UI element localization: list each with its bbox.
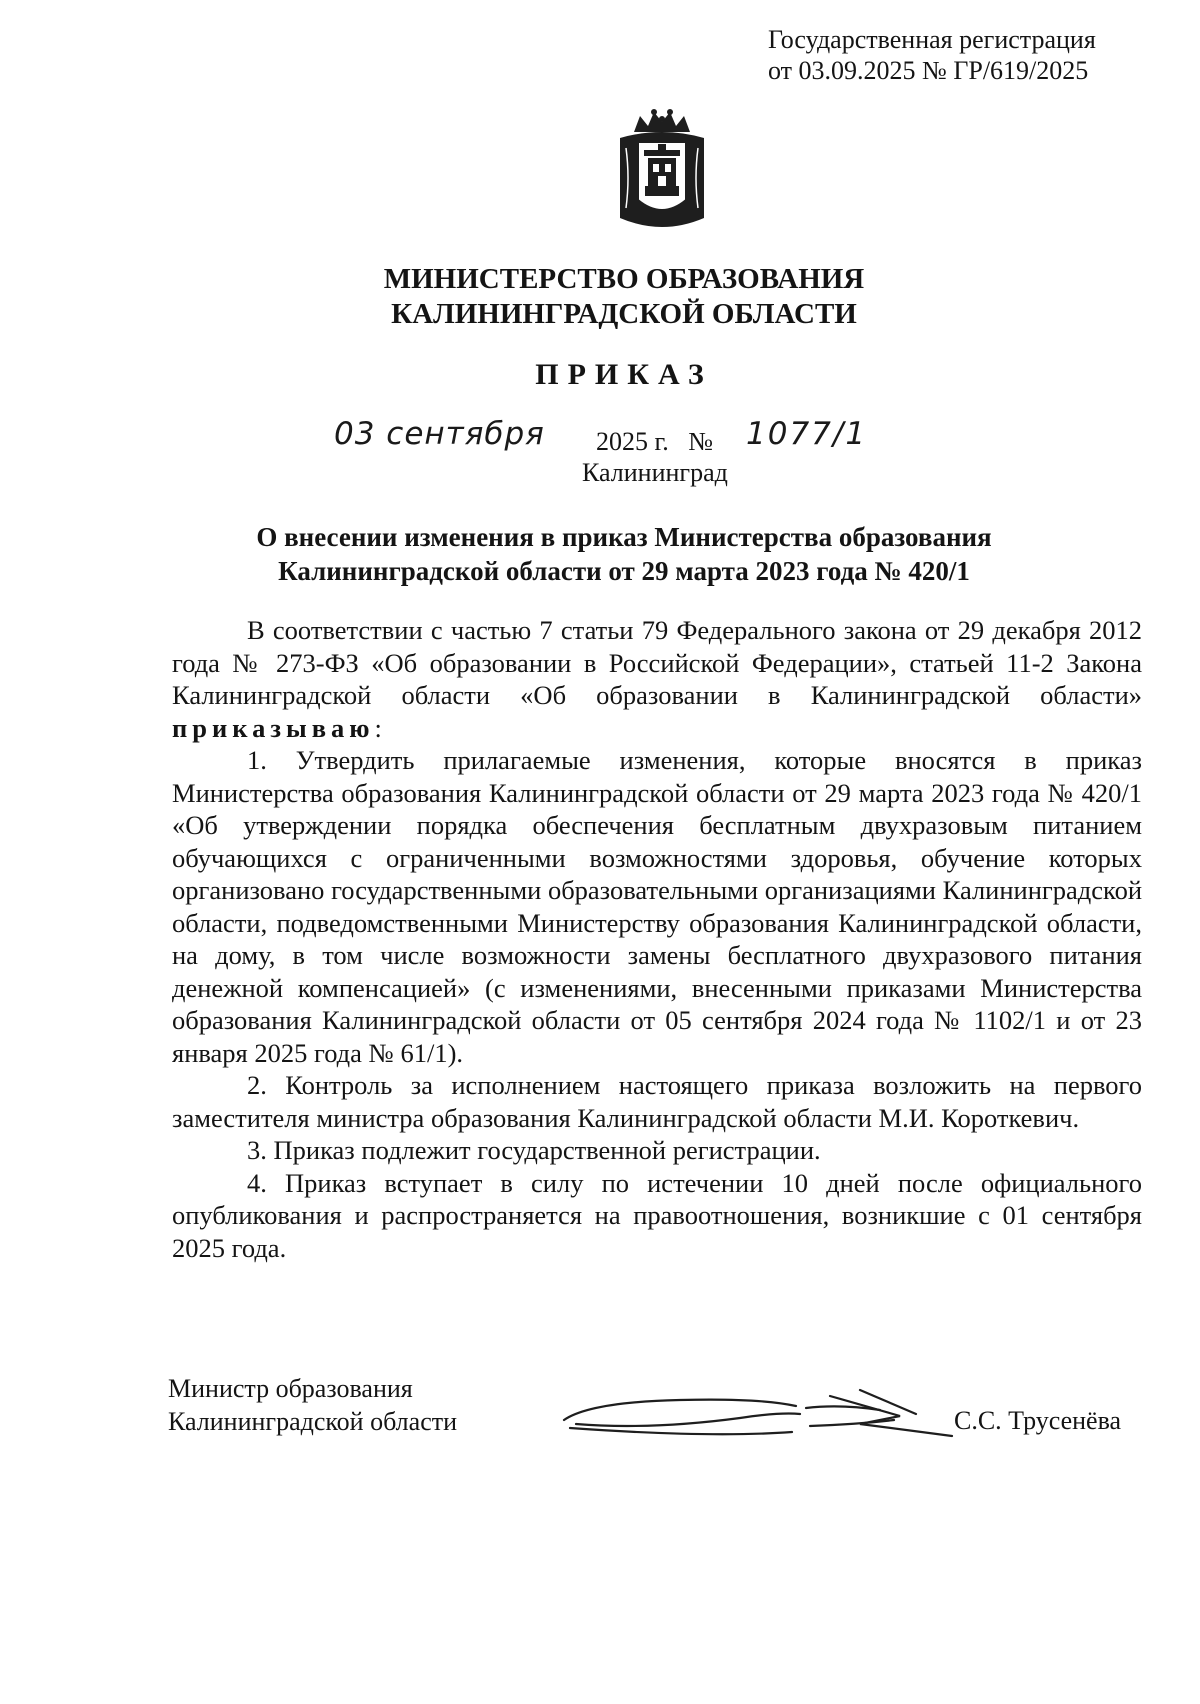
ministry-line-2: КАЛИНИНГРАДСКОЙ ОБЛАСТИ — [391, 298, 857, 330]
subject-line-2: Калининградской области от 29 марта 2023 года № 420/1 — [278, 556, 970, 586]
order-item-4: 4. Приказ вступает в силу по истечении 10 дней после официального опубликования и распространяется на правоотношения, возникшие с 01 сентября 2025 года. — [172, 1167, 1142, 1263]
intro-paragraph — [172, 614, 1142, 744]
coat-of-arms-icon — [612, 108, 712, 232]
registration-line-1: Государственная регистрация — [768, 25, 1096, 54]
order-item-1: 1. Утвердить прилагаемые изменения, которые вносятся в приказ Министерства образования Калининградской области от 29 марта 2023 года № 420/1 «Об утверждении порядка обеспечения бесплатным двухразовым питанием обучающихся с ограниченными возможностями здоровья, обучение которых организовано государственными образовательными организациями Калининградской области, подведомственными Министерству образования Калининградской области, на дому, в том числе возможности замены бесплатного двухразового питания денежной компенсацией» (с изменениями, внесенными приказами Министерства образования Калининградской области от 05 сентября 2024 года № 1102/1 и от 23 января 2025 года № 61/1). — [172, 745, 1142, 1068]
intro-text: В соответствии с частью 7 статьи 79 Федерального закона от 29 декабря 2012 года № 273-ФЗ «Об образовании в Российской Федерации», статьей 11-2 Закона Калининградской области «Об образовании в Калининградской области» — [172, 615, 1142, 710]
signatory-name: С.С. Трусенёва — [954, 1406, 1122, 1435]
order-year: 2025 г. № — [596, 427, 714, 456]
order-word: приказываю — [172, 712, 375, 743]
registration-stamp — [768, 24, 1096, 86]
signatory-title-line-2: Калининградской области — [168, 1407, 458, 1436]
signatory-title — [168, 1372, 457, 1438]
handwritten-number: 1077/1 — [746, 416, 868, 452]
signatory-title-line-1: Министр образования — [168, 1374, 413, 1403]
ministry-title — [0, 262, 1200, 332]
order-item-2: 2. Контроль за исполнением настоящего приказа возложить на первого заместителя министра образования Калининградской области М.И. Короткевич. — [172, 1070, 1142, 1133]
ministry-line-1: МИНИСТЕРСТВО ОБРАЗОВАНИЯ — [383, 263, 865, 295]
order-subject — [0, 520, 1200, 588]
order-city: Калининград — [582, 458, 728, 487]
order-colon: : — [374, 712, 382, 743]
subject-line-1: О внесении изменения в приказ Министерства образования — [256, 522, 992, 552]
order-body — [172, 614, 1142, 1264]
signature-icon — [560, 1368, 960, 1440]
handwritten-date: 03 сентября — [334, 416, 545, 452]
order-item-3: 3. Приказ подлежит государственной регистрации. — [247, 1135, 821, 1165]
document-type: ПРИКАЗ — [535, 358, 713, 391]
registration-line-2: от 03.09.2025 № ГР/619/2025 — [768, 56, 1089, 85]
